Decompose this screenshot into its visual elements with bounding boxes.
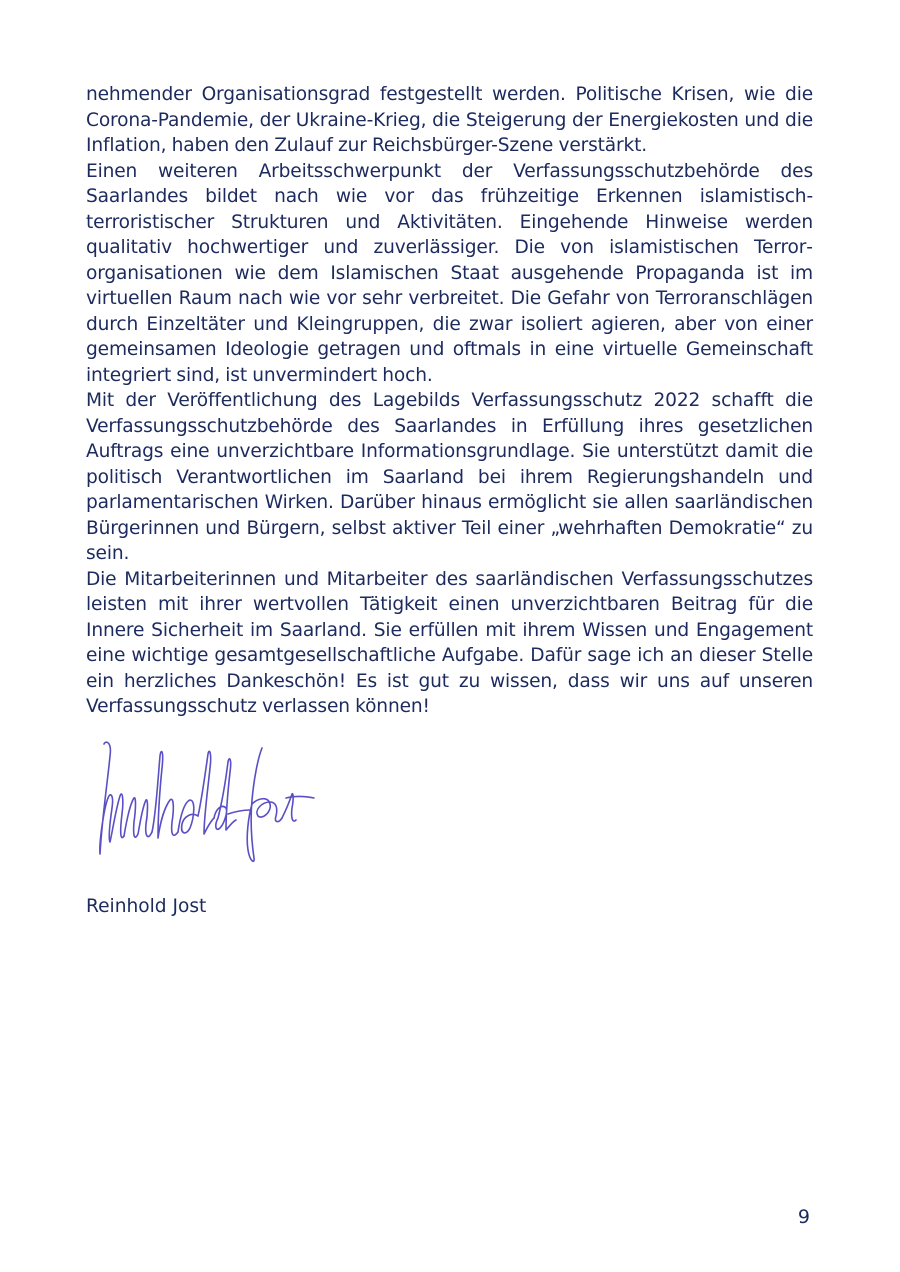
paragraph-1: nehmender Organisationsgrad festgestellt werden. Politische Krisen, wie die Corona-Pandemie, der Ukraine-Krieg, die Steigerung der Energiekosten und die Inflation, haben den Zulauf zur Reichsbürger-Szene verstärkt. bbox=[86, 84, 813, 156]
paragraph-3: Mit der Veröffentlichung des Lagebilds Verfassungsschutz 2022 schafft die Verfassungsschutzbehörde des Saarlandes in Erfüllung ihres gesetzlichen Auftrags eine unverzichtbare Informationsgrundlage. Sie unterstützt damit die politisch Verantwortlichen im Saarland bei ihrem Regierungshandeln und parlamentarischen Wirken. Darüber hinaus ermöglicht sie allen saarländischen Bürgerinnen und Bürgern, selbst aktiver Teil einer „wehrhaften Demokratie“ zu sein. bbox=[86, 390, 813, 564]
body-text bbox=[86, 82, 813, 720]
paragraph-2: Einen weiteren Arbeitsschwerpunkt der Verfassungsschutzbehörde des Saarlandes bildet nach wie vor das frühzeitige Erkennen islamistisch-terroristischer Strukturen und Aktivitäten. Eingehende Hinweise werden qualitativ hochwertiger und zuverlässiger. Die von islamistischen Terrororganisationen wie dem Islamischen Staat ausgehende Propaganda ist im virtuellen Raum nach wie vor sehr verbreitet. Die Gefahr von Terroranschlägen durch Einzeltäter und Kleingruppen, die zwar isoliert agieren, aber von einer gemeinsamen Ideologie getragen und oftmals in eine virtuelle Gemeinschaft integriert sind, ist unvermindert hoch. bbox=[86, 160, 813, 386]
paragraph-4: Die Mitarbeiterinnen und Mitarbeiter des saarländischen Verfassungsschutzes leisten mit ihrer wertvollen Tätigkeit einen unverzichtbaren Beitrag für die Innere Sicherheit im Saarland. Sie erfüllen mit ihrem Wissen und Engagement eine wichtige gesamtgesellschaftliche Aufgabe. Dafür sage ich an dieser Stelle ein herzliches Dankeschön! Es ist gut zu wissen, dass wir uns auf unseren Verfassungsschutz verlassen können! bbox=[86, 568, 813, 717]
page-number: 9 bbox=[797, 1206, 810, 1228]
signature-image bbox=[92, 738, 320, 866]
signer-name: Reinhold Jost bbox=[86, 896, 207, 917]
signature-icon bbox=[92, 738, 320, 866]
